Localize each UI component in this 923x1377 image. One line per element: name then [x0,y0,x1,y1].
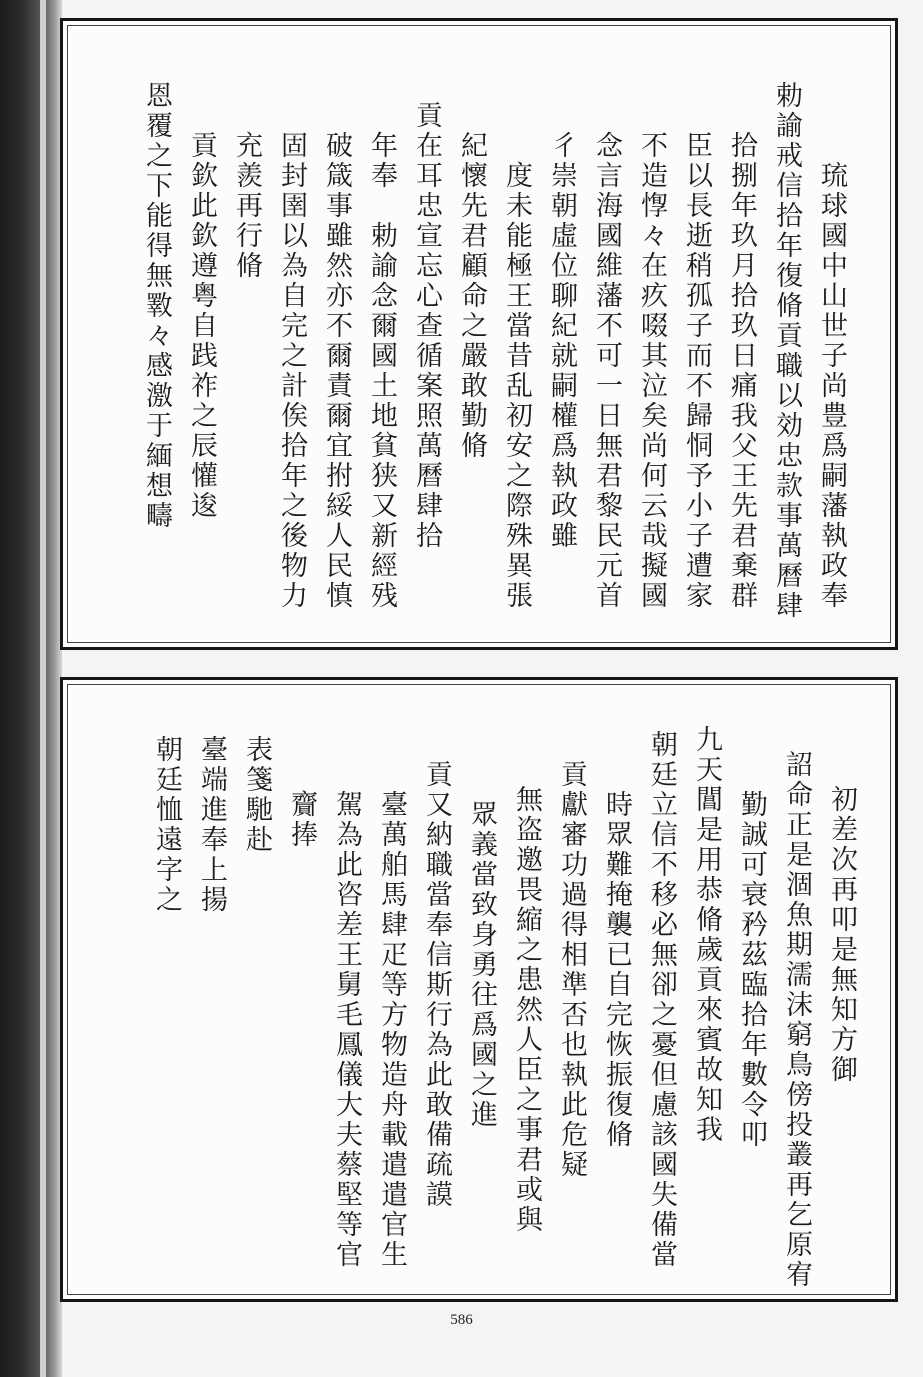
text-column: 朝廷立信不移必無卻之憂但慮該國失備當 [646,730,677,1270]
text-column: 年奉 勅諭念爾國土地貧狭又新經残 [366,131,397,611]
binding-gutter [0,0,62,1377]
text-column: 勤誠可衰矜茲臨拾年數令叩 [736,790,767,1150]
text-column: 眾義當致身勇往爲國之進 [466,800,497,1130]
text-column: 臣以長逝稍孤子而不歸恫予小子遭家 [681,131,712,611]
text-column: 不造惸々在疚啜其泣矣尚何云哉擬國 [636,131,667,611]
text-column: 貢獻審功過得相準否也執此危疑 [556,760,587,1180]
text-column: 貢又納職當奉信斯行為此敢備疏謨 [421,760,452,1210]
text-column: 紀懷先君顧命之嚴敢勤脩 [456,131,487,461]
text-column: 臺萬舶馬肆疋等方物造舟載遣遣官生 [376,790,407,1270]
text-column: 表箋馳赴 [241,735,272,855]
text-column: 九天閶是用恭脩歲貢來賓故知我 [691,725,722,1145]
text-column: 念言海國維藩不可一日無君黎民元首 [591,131,622,611]
text-column: 固封圉以為自完之計俟拾年之後物力 [276,131,307,611]
bottom-document-panel [60,677,898,1302]
text-column: 朝廷恤遠字之 [151,735,182,915]
text-column: 無盗邀畏縮之患然人臣之事君或與 [511,785,542,1235]
text-column: 彳崇朝虛位聊紀就嗣權爲執政雖 [546,131,577,551]
text-column: 度未能極王當昔乱初安之際殊異張 [501,161,532,611]
top-document-panel [60,18,898,650]
text-column: 貢在耳忠宣忘心查循案照萬曆肆拾 [411,101,442,551]
page-edge [40,0,46,1377]
text-column: 貢欽此欽遵粤自践祚之辰懽逡 [186,131,217,521]
text-column: 勅諭戒信拾年復脩貢職以効忠款事萬曆肆 [771,81,802,621]
page-number: 586 [450,1312,473,1328]
text-column: 破箴事雖然亦不爾責爾宜拊綏人民慎 [321,131,352,611]
text-column: 充羨再行脩 [231,131,262,281]
text-column: 恩覆之下能得無斁々感激于緬想疇 [141,81,172,531]
text-column: 齎捧 [286,790,317,850]
text-column: 拾捌年玖月拾玖日痛我父王先君棄群 [726,131,757,611]
text-column: 臺端進奉上揚 [196,735,227,915]
text-column: 琉球國中山世子尚豊爲嗣藩執政奉 [816,161,847,611]
text-column: 時眾難掩襲已自完恢振復脩 [601,790,632,1150]
text-column: 駕為此咨差王舅毛鳳儀大夫蔡堅等官 [331,790,362,1270]
text-column: 詔命正是涸魚期濡沫窮鳥傍投叢再乞原宥 [781,750,812,1290]
text-column: 初差次再叩是無知方御 [826,785,857,1085]
